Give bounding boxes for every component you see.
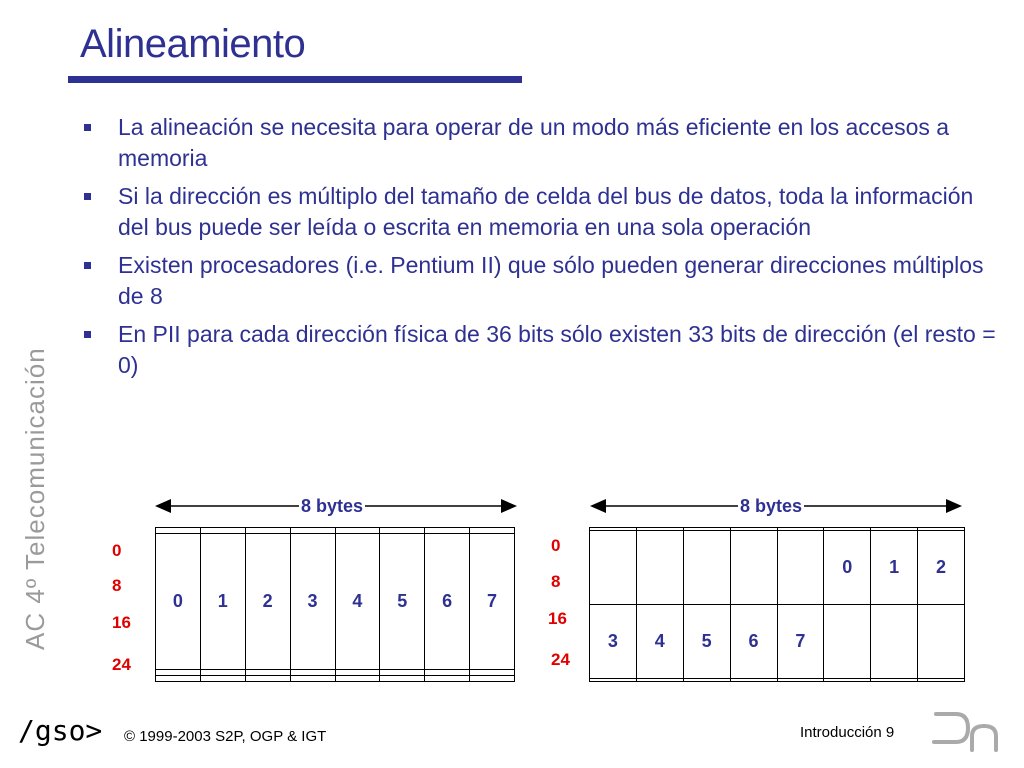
memory-row bbox=[590, 604, 965, 678]
row-address-label: 24 bbox=[551, 650, 570, 669]
page-number: Introducción 9 bbox=[800, 724, 895, 741]
gso-logo: /gso> bbox=[18, 714, 103, 747]
brand-mark-icon bbox=[928, 706, 1008, 756]
row-address-label: 16 bbox=[112, 613, 131, 632]
memory-cell bbox=[425, 675, 470, 681]
memory-cell: 2 bbox=[245, 534, 290, 670]
memory-cell bbox=[871, 604, 918, 678]
memory-cell: 5 bbox=[380, 534, 425, 670]
memory-cell: 1 bbox=[200, 534, 245, 670]
memory-cell bbox=[683, 678, 730, 681]
bullet-square-icon bbox=[84, 262, 91, 269]
memory-cell bbox=[918, 678, 965, 681]
memory-cell bbox=[730, 531, 777, 605]
memory-row bbox=[156, 534, 515, 670]
memory-cell: 4 bbox=[636, 604, 683, 678]
memory-cell bbox=[636, 678, 683, 681]
memory-cell: 3 bbox=[290, 534, 335, 670]
memory-cell bbox=[590, 678, 637, 681]
memory-cell: 3 bbox=[590, 604, 637, 678]
memory-cell: 6 bbox=[730, 604, 777, 678]
memory-cell bbox=[590, 531, 637, 605]
memory-cell bbox=[918, 604, 965, 678]
course-sidebar-label: AC 4º Telecomunicación bbox=[20, 347, 50, 650]
memory-cell bbox=[245, 675, 290, 681]
bullet-item bbox=[82, 181, 1002, 243]
memory-cell bbox=[290, 675, 335, 681]
memory-cell bbox=[156, 675, 201, 681]
memory-cell bbox=[777, 678, 824, 681]
bullet-square-icon bbox=[84, 331, 91, 338]
bullet-square-icon bbox=[84, 193, 91, 200]
memory-cell bbox=[683, 531, 730, 605]
bullet-text: Si la dirección es múltiplo del tamaño de celda del bus de datos, toda la información del bus puede ser leída o escrita en memoria en una sola operación bbox=[118, 183, 974, 240]
memory-cell: 7 bbox=[470, 534, 515, 670]
row-address-label: 16 bbox=[548, 609, 567, 628]
left-memory-grid bbox=[155, 527, 515, 682]
row-address-label: 0 bbox=[551, 536, 561, 555]
bullet-text: Existen procesadores (i.e. Pentium II) que sólo pueden generar direcciones múltiplos de 8 bbox=[118, 252, 984, 309]
bullet-text: En PII para cada dirección física de 36 bits sólo existen 33 bits de dirección (el resto = 0) bbox=[118, 321, 996, 378]
memory-cell: 7 bbox=[777, 604, 824, 678]
right-width-label: 8 bytes bbox=[740, 496, 803, 516]
memory-cell bbox=[636, 531, 683, 605]
memory-cell bbox=[871, 678, 918, 681]
title-underline bbox=[68, 76, 522, 83]
slide-title: Alineamiento bbox=[80, 22, 306, 66]
memory-row bbox=[590, 678, 965, 681]
memory-row bbox=[590, 531, 965, 605]
row-address-label: 24 bbox=[112, 655, 131, 674]
memory-cell: 4 bbox=[335, 534, 380, 670]
memory-cell bbox=[470, 675, 515, 681]
row-address-label: 8 bbox=[112, 576, 122, 595]
memory-cell bbox=[730, 678, 777, 681]
copyright-text: © 1999-2003 S2P, OGP & IGT bbox=[124, 728, 327, 745]
memory-cell bbox=[824, 604, 871, 678]
memory-row bbox=[156, 675, 515, 681]
row-address-label: 0 bbox=[112, 541, 122, 560]
memory-cell: 5 bbox=[683, 604, 730, 678]
left-width-label: 8 bytes bbox=[301, 496, 364, 516]
memory-cell: 2 bbox=[918, 531, 965, 605]
bullet-item bbox=[82, 250, 1002, 312]
memory-cell: 6 bbox=[425, 534, 470, 670]
bullet-item bbox=[82, 319, 1002, 381]
memory-cell bbox=[824, 678, 871, 681]
memory-cell bbox=[777, 531, 824, 605]
bullet-square-icon bbox=[84, 124, 91, 131]
row-address-label: 8 bbox=[551, 572, 561, 591]
memory-cell: 0 bbox=[824, 531, 871, 605]
bullet-list bbox=[82, 112, 1002, 388]
bullet-text: La alineación se necesita para operar de un modo más eficiente en los accesos a memoria bbox=[118, 114, 950, 171]
memory-cell: 0 bbox=[156, 534, 201, 670]
right-memory-grid bbox=[589, 527, 965, 682]
memory-cell bbox=[335, 675, 380, 681]
memory-cell bbox=[200, 675, 245, 681]
memory-cell bbox=[380, 675, 425, 681]
memory-cell: 1 bbox=[871, 531, 918, 605]
bullet-item bbox=[82, 112, 1002, 174]
